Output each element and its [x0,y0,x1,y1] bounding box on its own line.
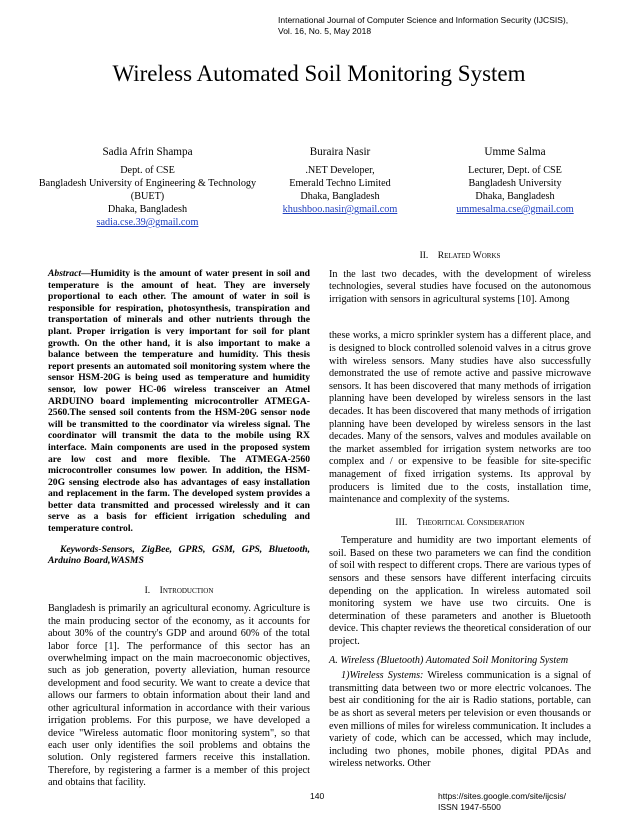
journal-name: International Journal of Computer Science and Information Security (IJCSIS), [278,15,569,25]
introduction-body: Bangladesh is primarily an agricultural economy. Agriculture is the main producing sector of the economy, as it accounts for about 30% of the country's GDP and around 60% of the total labor force [1]. The performance of this sector has an overwhelming impact on the main macroeconomic objectives, such as job generation, poverty alleviation, human resource development and food security. We want to create a device that allows our farmers to obtain information about their land and other agricultural information in accordance with their various irrigation problems. For this purpose, we have developed a device "Wireless automatic floor monitoring system", so that each user only identifies the soil problems and obtains the solution. Only registered farmers receive this installation. Therefore, by registering a farmer is a member of this project and obtains that facility. [48,603,310,789]
related-works-para-1: In the last two decades, with the development of wireless technologies, several studies have focused on the autonomous irrigation with sensors in agricultural systems [10]. Among [329,268,591,305]
author-location: Dhaka, Bangladesh [107,204,188,215]
section-title: Theoritical Consideration [416,517,525,528]
wireless-systems-text: Wireless communication is a signal of transmitting data between two or more electric volcanoes. The best air conditioning for the air is Radio stations, portable, can be as short as several meters per television or even thousands or even millions of miles for wireless communication. It includes a variety of code, which can be accessed, which may include, including two phones, mobile phones, digital PDAs and wireless networks. Other [329,670,592,770]
abstract [48,268,310,535]
footer-info [438,791,566,813]
author-name: Buraira Nasir [309,146,371,158]
page-number: 140 [310,791,325,801]
section-heading-related-works [329,250,591,263]
author-block-3 [430,146,600,216]
section-number: II. [419,251,429,261]
author-email-link[interactable]: sadia.cse.39@gmail.com [96,217,199,228]
wireless-systems-para [329,670,591,771]
section-title: Related Works [437,251,501,261]
author-affiliation: (BUET) [130,191,165,202]
author-location: Dhaka, Bangladesh [475,191,555,202]
paper-title: Wireless Automated Soil Monitoring System [112,61,526,86]
right-column [329,250,591,771]
section-number: III. [395,517,408,528]
author-affiliation: Bangladesh University [468,178,562,189]
keywords: Keywords-Sensors, ZigBee, GPRS, GSM, GPS, Bluetooth, Arduino Board,WASMS [48,543,310,567]
author-affiliation: Lecturer, Dept. of CSE [468,165,562,176]
abstract-text: —Humidity is the amount of water present in soil and temperature is the amount of heat. They are inversely proportional to each other. The amount of water in soil is responsible for respiration, photosynthesis, transpiration and transportation of minerals and other nutrients through the plant. Proper irrigation is very important for soil for plant growth. On the other hand, it is also important to make a balance between the temperature and humidity. This thesis report presents an automated soil monitoring system where the sensor HSM-20G is being used as temperature and humidity sensor, low power HC-06 wireless transceiver an Atmel ARDUINO board implementing microcontroller ATMEGA-2560.The sensed soil contents from the HSM-20G sensor node will be transmitted to the coordinator via wireless signal. The coordinator will transmit the data to the mobile using RX interface. Main components are used in the proposed system are low cost and more flexible. The ATMEGA-2560 microcontroller consumes low power. In addition, the HSM-20G sensing electrode also has advantages of easy installation and replacement in the farm. The developed system provides a better data transmitted and processed wirelessly and it can serve as a basis for efficient irrigation scheduling and temperature control. [48,268,310,535]
section-heading-introduction [48,586,310,598]
author-affiliation: Bangladesh University of Engineering & Technology [38,178,257,189]
author-location: Dhaka, Bangladesh [300,191,380,202]
left-column [48,268,310,790]
author-email-link[interactable]: ummesalma.cse@gmail.com [456,204,574,215]
section-title: Introduction [159,585,214,596]
author-affiliation: Dept. of CSE [120,165,175,176]
author-affiliation: .NET Developer, [305,165,375,176]
related-works-para-2: these works, a micro sprinkler system has a different place, and is designed to block controlled solenoid valves in a citrus grove with wireless sensors. Many studies have also successfully demonstrated the use of remote active and passive microwave sensors. It has been discovered that many methods of irrigation planning have been developed by wireless sensors in the last decades. It has been discovered that many methods of irrigation planning have been developed by wireless sensors in the last decades. Many of the sensors, valves and modules available on the market assembled for irrigation system networks are too complex and / or expensive to be feasible for site-specific management of fixed irrigation systems. Its approval by producers is limited due to the costs, installation time, maintenance and complexity of the systems. [329,330,591,506]
running-header [278,15,568,37]
author-name: Umme Salma [484,146,546,158]
theoretical-body: Temperature and humidity are two important elements of soil. Based on these two parameters we can find the condition of soil with respect to different crops. There are various types of sensors and these sensors have different interfacing circuits depending on the application. In wireless automated soil monitoring system we have use two circuits. One is determination of these parameters and another is Bluetooth device. This chapter reviews the theoretical consideration of our project. [329,535,591,648]
journal-volume: Vol. 16, No. 5, May 2018 [278,26,372,36]
section-number: I. [144,585,151,596]
author-block-2 [270,146,410,216]
section-heading-theoretical [329,517,591,530]
author-affiliation: Emerald Techno Limited [289,178,391,189]
footer-issn: ISSN 1947-5500 [438,802,501,812]
author-name: Sadia Afrin Shampa [102,146,193,158]
abstract-label: Abstract [48,268,82,279]
subsubsection-label: 1)Wireless Systems: [341,670,424,682]
author-block-1 [20,146,275,229]
author-email-link[interactable]: khushboo.nasir@gmail.com [282,204,398,215]
subsection-heading-a: A. Wireless (Bluetooth) Automated Soil Monitoring System [329,654,569,666]
footer-url: https://sites.google.com/site/ijcsis/ [438,791,567,801]
